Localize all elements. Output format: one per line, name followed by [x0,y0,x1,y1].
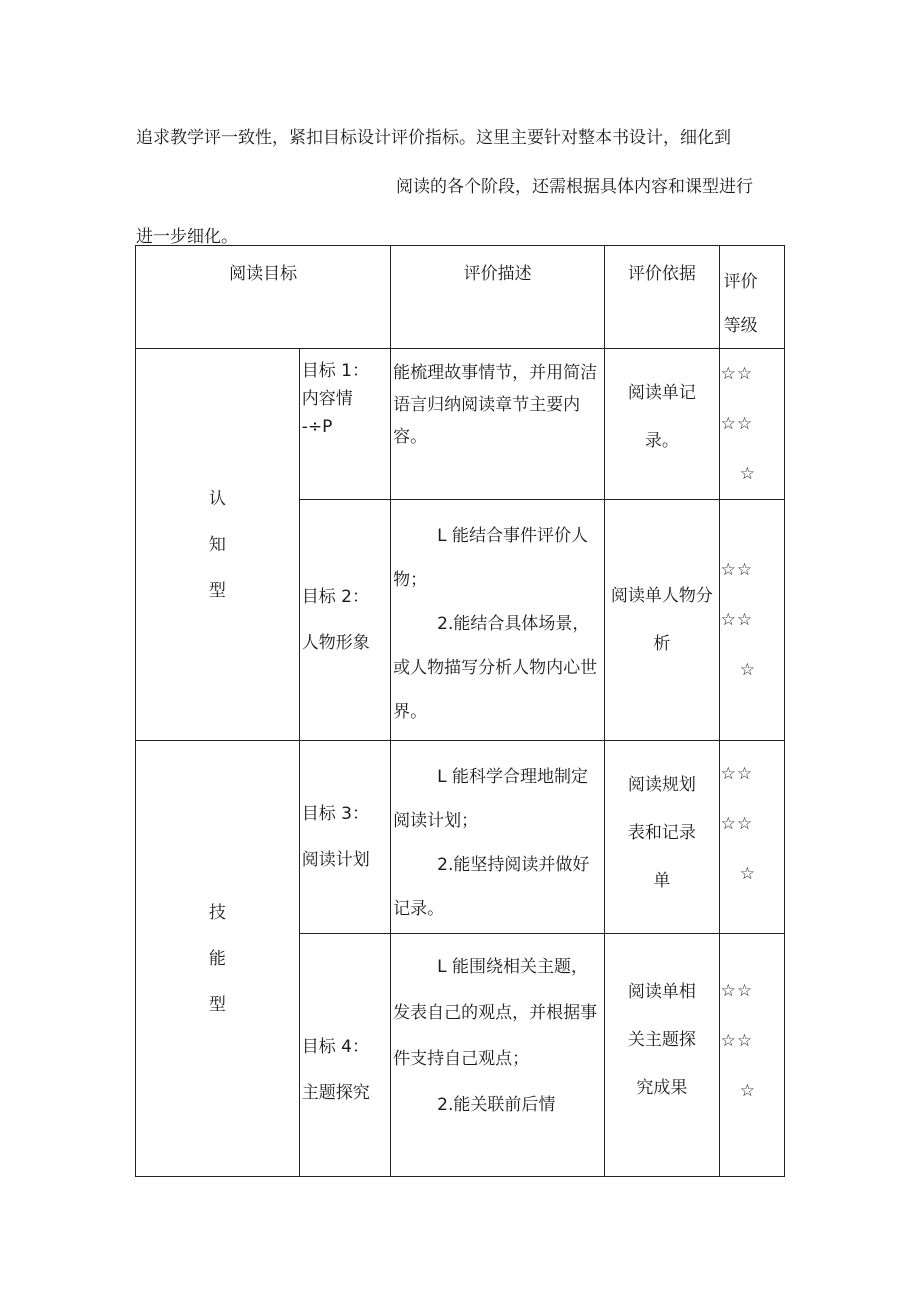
intro-line-3: 进一步细化。 [136,227,238,247]
star-rating: ☆ [739,864,756,884]
header-grade [719,246,784,349]
grade-cell [719,934,784,1177]
header-grade-line1: 评价 [723,272,758,292]
category-char: 知 [208,534,226,555]
target-cell [299,349,390,500]
grade-cell [719,500,784,741]
header-goal: 阅读目标 [136,246,391,349]
description-text: 2.能结合具体场景，或人物描写分析人物内心世界。 [393,614,598,722]
category-char: 认 [208,488,226,509]
basis-line: 录。 [644,431,679,451]
basis-cell [605,741,720,934]
star-rating: ☆☆ [720,814,754,834]
category-cognitive [136,349,300,741]
evaluation-table [135,245,785,1177]
target-cell [299,500,390,741]
target-cell [299,741,390,934]
header-grade-line2: 等级 [723,316,758,336]
star-rating: ☆☆ [720,1031,754,1051]
target-line: 目标 3： [301,804,369,824]
header-basis: 评价依据 [605,246,720,349]
star-rating: ☆☆ [720,364,754,384]
target-line: 目标 4： [301,1037,369,1057]
star-rating: ☆ [739,464,756,484]
basis-line: 究成果 [636,1078,688,1098]
grade-cell [719,349,784,500]
basis-line: 表和记录 [627,823,696,843]
basis-line: 阅读单记 [627,383,696,403]
star-rating: ☆ [739,660,756,680]
target-line: 目标 1： [301,361,369,381]
target-line: 主题探究 [301,1083,370,1103]
star-rating: ☆☆ [720,764,754,784]
description-text: 能梳理故事情节，并用简洁语言归纳阅读章节主要内容。 [393,363,598,447]
intro-line-1: 追求教学评一致性，紧扣目标设计评价指标。这里主要针对整本书设计，细化到 [136,128,731,148]
basis-line: 阅读规划 [627,775,696,795]
category-char: 技 [208,902,226,923]
target-line: 目标 2： [301,587,369,607]
description-clip [393,755,598,933]
basis-line: 单 [653,871,671,891]
header-description: 评价描述 [391,246,605,349]
basis-cell [605,934,720,1177]
description-cell [391,934,605,1177]
description-text: L 能科学合理地制定阅读计划； [393,767,589,831]
target-line: -÷P [301,417,333,437]
basis-line: 析 [653,634,671,654]
star-rating: ☆ [739,1081,756,1101]
basis-cell [605,500,720,741]
star-rating: ☆☆ [720,610,754,630]
category-char: 型 [208,580,226,601]
category-char: 型 [208,994,226,1015]
category-skill [136,741,300,1177]
basis-line: 阅读单相 [627,982,696,1002]
category-char: 能 [208,948,226,969]
description-text: 2.能关联前后情 [437,1095,556,1115]
table-header-row [136,246,785,349]
table-row [136,741,785,934]
basis-cell [605,349,720,500]
intro-line-2: 阅读的各个阶段，还需根据具体内容和课型进行 [396,177,753,197]
star-rating: ☆☆ [720,981,754,1001]
description-cell [391,741,605,934]
target-cell [299,934,390,1177]
grade-cell [719,741,784,934]
description-cell [391,500,605,741]
target-line: 人物形象 [301,633,370,653]
description-cell [391,349,605,500]
basis-line: 阅读单人物分 [610,586,713,606]
table-row [136,349,785,500]
star-rating: ☆☆ [720,560,754,580]
description-text: L 能围绕相关主题，发表自己的观点，并根据事件支持自己观点； [393,957,598,1069]
basis-line: 关主题探 [627,1030,696,1050]
description-text: L 能结合事件评价人物； [393,526,589,590]
star-rating: ☆☆ [720,414,754,434]
description-text: 2.能坚持阅读并做好记录。 [393,855,590,919]
target-line: 内容情 [301,389,353,409]
target-line: 阅读计划 [301,850,370,870]
